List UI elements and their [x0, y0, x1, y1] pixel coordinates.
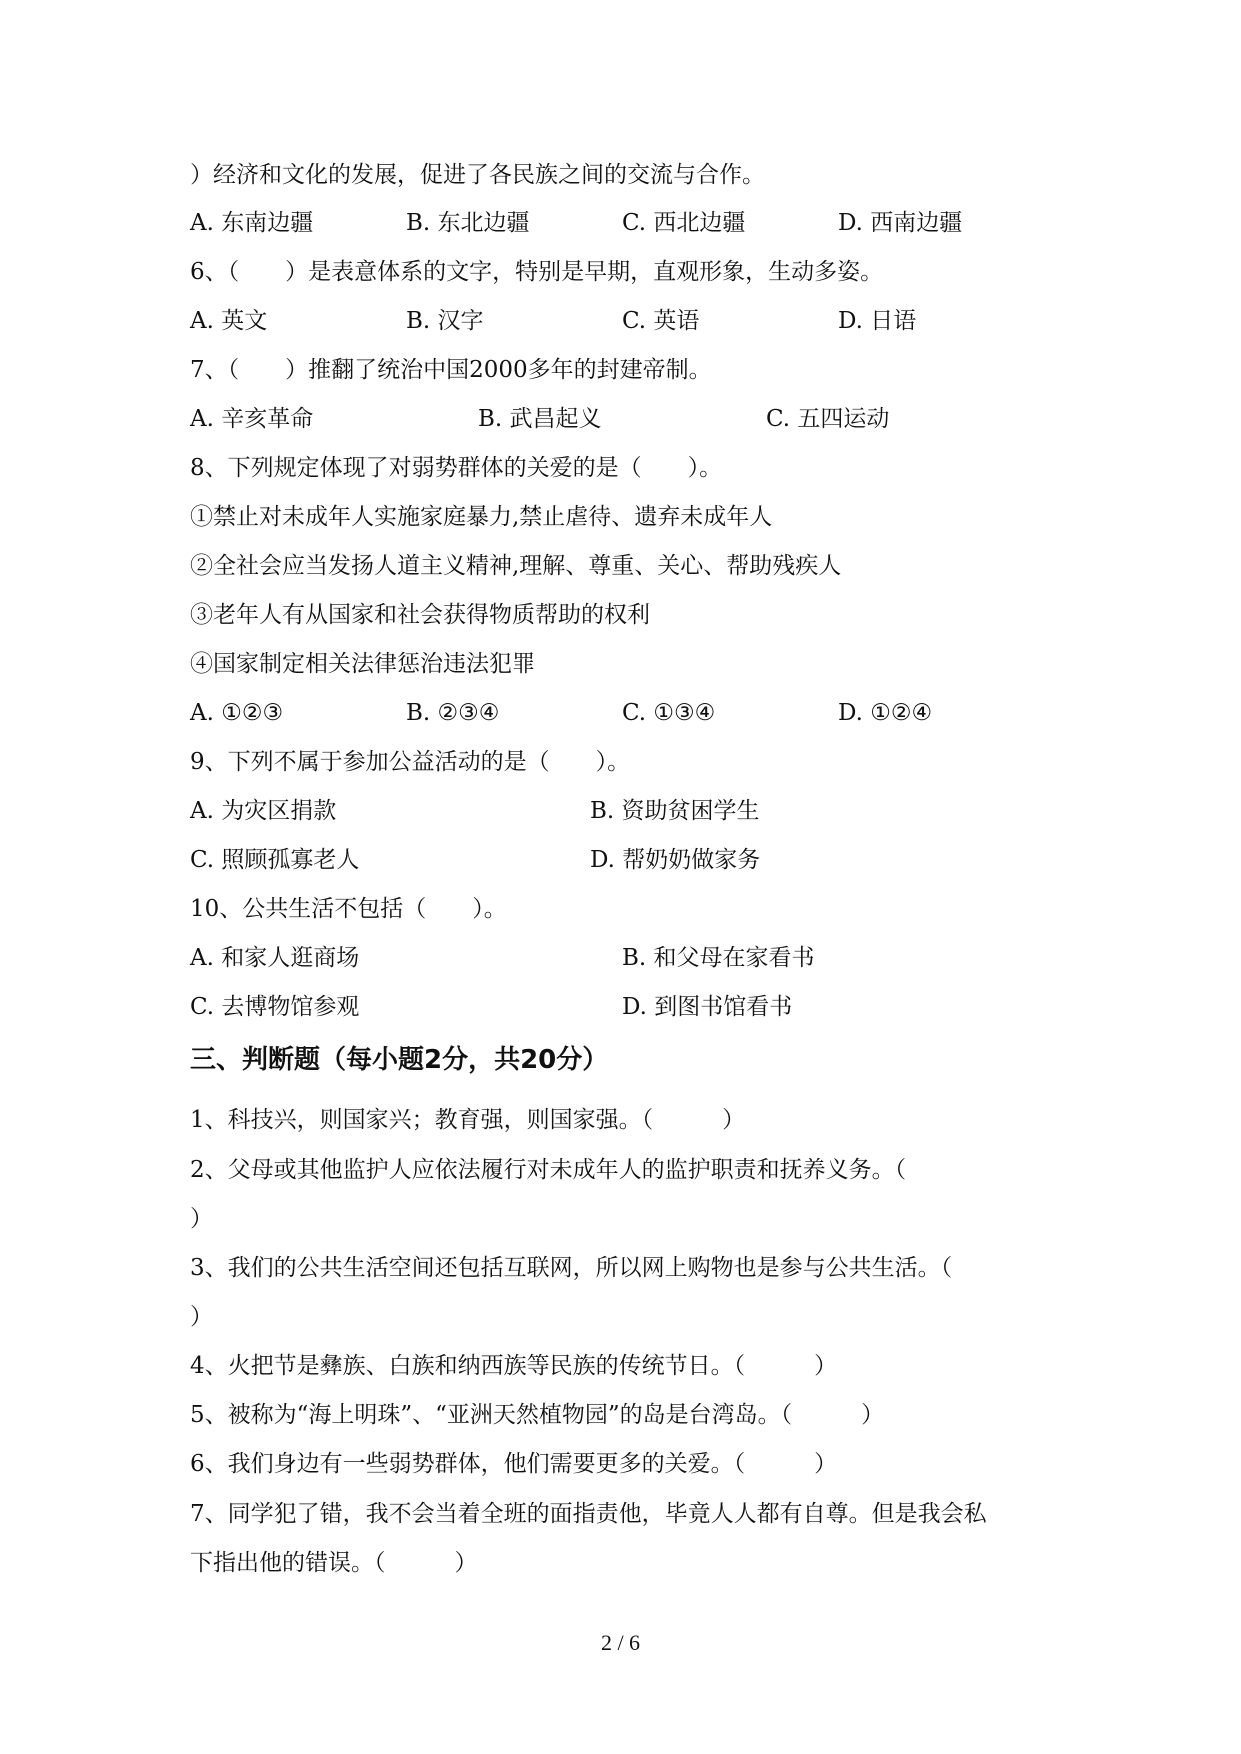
q6-option-c: C. 英语: [622, 308, 700, 334]
q7-option-c: C. 五四运动: [766, 406, 890, 432]
q5-option-a: A. 东南边疆: [190, 210, 314, 236]
q7-option-a: A. 辛亥革命: [190, 406, 314, 432]
q7-stem: 7、（ ）推翻了统治中国2000多年的封建帝制。: [190, 357, 712, 383]
tf-item-6: 6、我们身边有一些弱势群体，他们需要更多的关爱。（ ）: [190, 1451, 838, 1477]
q5-continuation: ）经济和文化的发展，促进了各民族之间的交流与合作。: [190, 162, 765, 188]
q8-item-2: ②全社会应当发扬人道主义精神,理解、尊重、关心、帮助残疾人: [190, 553, 842, 579]
section-3-heading: 三、判断题（每小题2分，共20分）: [190, 1045, 609, 1075]
tf-item-1: 1、科技兴，则国家兴；教育强，则国家强。（ ）: [190, 1107, 746, 1133]
q10-stem: 10、公共生活不包括（ ）。: [190, 896, 507, 922]
q10-option-c: C. 去博物馆参观: [190, 994, 360, 1020]
tf-item-4: 4、火把节是彝族、白族和纳西族等民族的传统节日。（ ）: [190, 1353, 838, 1379]
tf-item-2: 2、父母或其他监护人应依法履行对未成年人的监护职责和抚养义务。（: [190, 1157, 907, 1183]
q10-option-d: D. 到图书馆看书: [622, 994, 793, 1020]
q6-option-a: A. 英文: [190, 308, 268, 334]
q10-option-b: B. 和父母在家看书: [622, 945, 815, 971]
page-number: 2 / 6: [600, 1630, 641, 1655]
q5-option-c: C. 西北边疆: [622, 210, 746, 236]
tf-item-7-cont: 下指出他的错误。（ ）: [190, 1550, 478, 1576]
q8-item-1: ①禁止对未成年人实施家庭暴力,禁止虐待、遗弃未成年人: [190, 504, 773, 530]
q8-item-3: ③老年人有从国家和社会获得物质帮助的权利: [190, 602, 650, 628]
tf-item-5: 5、被称为“海上明珠”、“亚洲天然植物园”的岛是台湾岛。（ ）: [190, 1402, 885, 1428]
q10-option-a: A. 和家人逛商场: [190, 945, 360, 971]
q8-option-a: A. ①②③: [190, 700, 284, 726]
q8-option-d: D. ①②④: [838, 700, 933, 726]
tf-item-7: 7、同学犯了错，我不会当着全班的面指责他，毕竟人人都有自尊。但是我会私: [190, 1501, 987, 1527]
q7-option-b: B. 武昌起义: [478, 406, 602, 432]
q5-option-d: D. 西南边疆: [838, 210, 963, 236]
q8-stem: 8、下列规定体现了对弱势群体的关爱的是（ ）。: [190, 455, 723, 481]
q8-option-c: C. ①③④: [622, 700, 716, 726]
tf-item-3-cont: ）: [190, 1304, 213, 1330]
q5-option-b: B. 东北边疆: [406, 210, 530, 236]
q6-option-b: B. 汉字: [406, 308, 484, 334]
q9-option-d: D. 帮奶奶做家务: [590, 847, 761, 873]
q9-option-b: B. 资助贫困学生: [590, 798, 760, 824]
tf-item-3: 3、我们的公共生活空间还包括互联网，所以网上购物也是参与公共生活。（: [190, 1255, 953, 1281]
q6-option-d: D. 日语: [838, 308, 917, 334]
q8-item-4: ④国家制定相关法律惩治违法犯罪: [190, 651, 535, 677]
q6-stem: 6、（ ）是表意体系的文字，特别是早期，直观形象，生动多姿。: [190, 259, 884, 285]
q9-option-c: C. 照顾孤寡老人: [190, 847, 360, 873]
q8-option-b: B. ②③④: [406, 700, 500, 726]
q9-option-a: A. 为灾区捐款: [190, 798, 337, 824]
tf-item-2-cont: ）: [190, 1206, 213, 1232]
q9-stem: 9、下列不属于参加公益活动的是（ ）。: [190, 749, 631, 775]
